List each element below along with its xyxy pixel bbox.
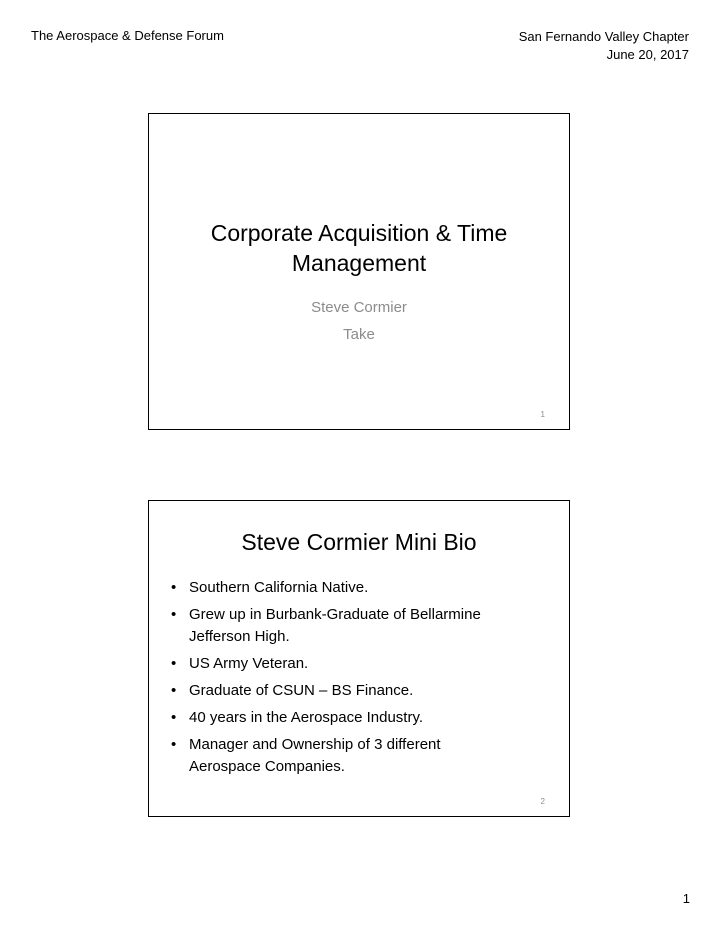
- bullet-icon: •: [171, 655, 177, 672]
- header-chapter: San Fernando Valley Chapter: [518, 29, 689, 44]
- bullet-item: [169, 707, 549, 729]
- bullet-text: US Army Veteran.: [189, 655, 309, 672]
- bullet-text: 40 years in the Aerospace Industry.: [189, 709, 424, 726]
- bullet-text: Graduate of CSUN – BS Finance.: [189, 682, 414, 699]
- page-number: 1: [682, 891, 690, 906]
- bullet-text: Southern California Native.: [189, 579, 369, 596]
- slide-1-subtitle: Take: [343, 326, 375, 343]
- bullet-text: Jefferson High.: [189, 628, 290, 645]
- slide-1-title-line: Corporate Acquisition & Time: [210, 220, 508, 246]
- slide-2: [148, 500, 570, 817]
- slide-2-number: 2: [540, 797, 545, 806]
- bullet-icon: •: [171, 682, 177, 699]
- slide-1-title: [169, 218, 549, 278]
- bio-bullet-list: [169, 577, 549, 783]
- slide-1-number: 1: [540, 410, 545, 419]
- bullet-icon: •: [171, 709, 177, 726]
- slide-1: [148, 113, 570, 430]
- bullet-item: [169, 653, 549, 675]
- slide-1-presenter: Steve Cormier: [311, 299, 407, 316]
- bullet-item: [169, 680, 549, 702]
- bullet-text: Grew up in Burbank-Graduate of Bellarmine: [189, 606, 481, 623]
- header-left: The Aerospace & Defense Forum: [31, 28, 224, 43]
- bullet-icon: •: [171, 736, 177, 753]
- bullet-text: Manager and Ownership of 3 different: [189, 736, 441, 753]
- bullet-item: [169, 577, 549, 599]
- slide-2-title: Steve Cormier Mini Bio: [241, 529, 477, 555]
- header-date: June 20, 2017: [606, 47, 689, 62]
- bullet-item: [169, 734, 549, 778]
- bullet-item: [169, 604, 549, 648]
- bullet-icon: •: [171, 579, 177, 596]
- bullet-text: Aerospace Companies.: [189, 758, 345, 775]
- header-right: [519, 28, 689, 64]
- slide-1-title-line: Management: [291, 250, 427, 276]
- bullet-icon: •: [171, 606, 177, 623]
